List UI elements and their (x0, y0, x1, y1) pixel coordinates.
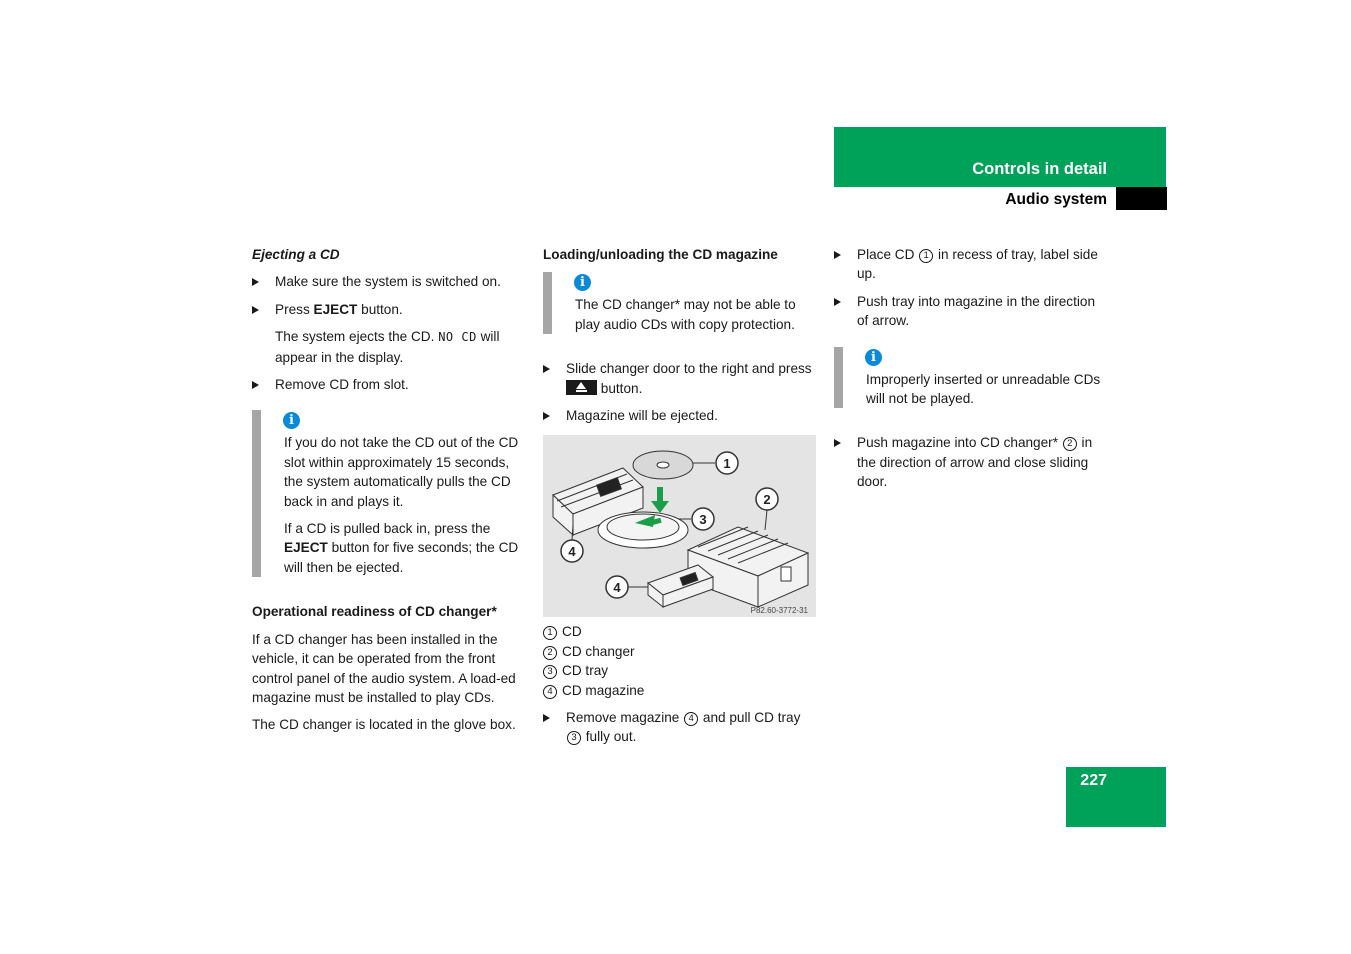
step-text: Remove magazine (566, 710, 684, 726)
info-icon: i (283, 412, 300, 429)
legend-item-tray (543, 661, 818, 680)
eject-key-label: EJECT (313, 301, 358, 317)
info-text: If a CD is pulled back in, press the (284, 521, 491, 537)
step-text: fully out. (582, 729, 637, 745)
figure-legend (543, 622, 818, 700)
ref-number: 4 (684, 712, 698, 726)
legend-label: CD changer (562, 643, 635, 659)
legend-number: 1 (543, 626, 557, 640)
step-switch-on (252, 272, 527, 291)
svg-text:1: 1 (723, 456, 731, 472)
eject-key-label: EJECT (284, 540, 328, 556)
legend-item-changer (543, 642, 818, 661)
step-text: Press (275, 301, 314, 317)
column-middle (543, 245, 818, 755)
info-text-eject (284, 519, 527, 577)
figure-code: P82.60-3772-31 (750, 606, 808, 616)
legend-number: 2 (543, 646, 557, 660)
step-place-cd (834, 245, 1109, 284)
column-left (252, 245, 527, 743)
info-note-unreadable (834, 347, 1109, 409)
cd-changer-drawing (543, 435, 816, 617)
info-icon: i (865, 349, 882, 366)
magazine-heading: Loading/unloading the CD magazine (543, 247, 778, 262)
ref-number: 2 (1063, 437, 1077, 451)
step-text: Slide changer door to the right and press (566, 361, 812, 377)
step-magazine-ejected (543, 406, 818, 425)
cd-changer-unit-drawing (688, 527, 808, 607)
legend-label: CD (562, 624, 582, 640)
svg-text:3: 3 (699, 512, 707, 528)
section-title: Controls in detail (972, 160, 1107, 178)
step-text: in recess of tray, label side up. (857, 247, 1098, 282)
subsection-title: Audio system (1005, 191, 1107, 208)
info-icon: i (574, 274, 591, 291)
step-text: in the direction of arrow and close sliding door. (857, 435, 1093, 490)
eject-heading: Ejecting a CD (252, 247, 340, 262)
step-text: Magazine will be ejected. (566, 408, 718, 424)
step-text: Push tray into magazine in the direction of arrow. (857, 293, 1096, 329)
column-right (834, 245, 1109, 500)
display-readout: NO CD (438, 330, 477, 345)
step-text: and pull CD tray (699, 710, 801, 726)
ref-number: 1 (919, 249, 933, 263)
result-text: The system ejects the CD. (275, 329, 439, 345)
header-tab-marker (1116, 187, 1167, 210)
svg-text:4: 4 (613, 580, 621, 596)
step-text: button. (357, 301, 403, 317)
step-slide-door (543, 359, 818, 398)
result-text: will appear in the display. (275, 329, 500, 365)
svg-text:4: 4 (568, 544, 576, 560)
info-text: Improperly inserted or unreadable CDs will not be played. (866, 371, 1101, 407)
legend-item-cd (543, 622, 818, 641)
cd-magazine-small-drawing (648, 565, 713, 607)
step-text: button. (597, 380, 643, 396)
info-note-pull-back (252, 410, 527, 577)
step-remove-magazine (543, 708, 818, 747)
eject-result (252, 327, 527, 367)
info-text: If you do not take the CD out of the CD slot within approximately 15 seconds, the system automatically pulls the CD back in and plays it. (284, 435, 519, 509)
step-text: Remove CD from slot. (275, 377, 409, 393)
info-text: The CD changer* may not be able to play audio CDs with copy protection. (575, 297, 796, 332)
step-push-magazine (834, 433, 1109, 491)
info-note-copy-protection (543, 272, 818, 334)
step-push-tray (834, 292, 1109, 331)
step-press-eject (252, 300, 527, 319)
step-text: Push magazine into CD changer* (857, 435, 1062, 451)
svg-text:2: 2 (763, 492, 771, 508)
step-text: Make sure the system is switched on. (275, 274, 501, 290)
changer-location: The CD changer is located in the glove box. (252, 717, 516, 733)
readiness-paragraph: If a CD changer has been installed in the vehicle, it can be operated from the front control panel of the audio system. A load-ed magazine must be installed to play CDs. (252, 631, 516, 705)
readiness-heading: Operational readiness of CD changer* (252, 604, 497, 620)
legend-item-magazine (543, 681, 818, 700)
legend-number: 3 (543, 665, 557, 679)
cd-disc-drawing (633, 451, 693, 479)
info-text: button for five seconds; the CD will then be ejected. (284, 540, 519, 575)
legend-label: CD tray (562, 663, 609, 679)
page-number: 227 (1080, 772, 1107, 789)
step-text: Place CD (857, 247, 919, 262)
eject-key-icon (566, 380, 597, 395)
step-remove-cd (252, 375, 527, 394)
ref-number: 3 (567, 731, 581, 745)
cd-tray-drawing (598, 512, 688, 548)
legend-label: CD magazine (562, 682, 645, 698)
legend-number: 4 (543, 685, 557, 699)
cd-changer-illustration (543, 435, 816, 617)
